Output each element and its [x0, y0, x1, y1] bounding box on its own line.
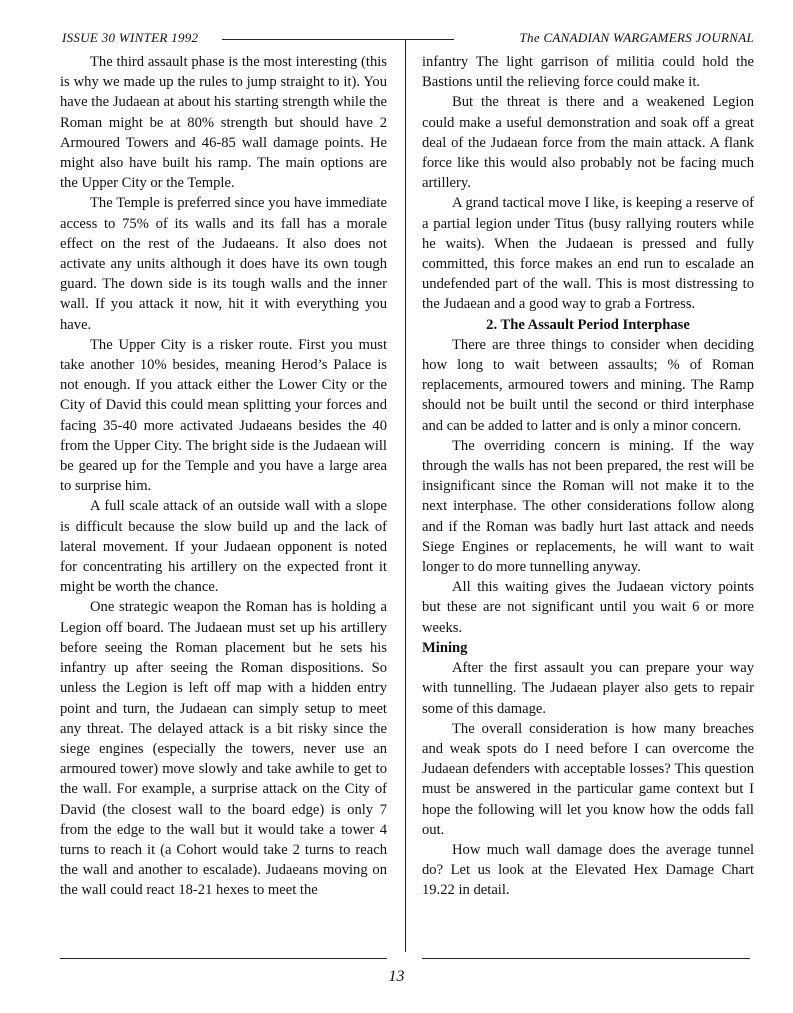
bottom-rule [422, 958, 750, 959]
paragraph: The Temple is preferred since you have immediate access to 75% of its walls and its fall has a morale effect on the rest of the Judaeans. It also does not activate any units although it does have its own tough guard. The down side is its tough walls and the inner wall. If you attack it now, hit it with everything you have. [60, 195, 387, 333]
paragraph: But the threat is there and a weakened Legion could make a useful demonstration and soak off a great deal of the Judaean force from the main attack. A flank force like this would also probably not be facing much artillery. [422, 94, 754, 192]
paragraph: The overall consideration is how many breaches and weak spots do I need before I can overcome the Judaean defenders with acceptable losses? This question must be answered in the particular game context but I hope the following will let you know how the odds fall out. [422, 720, 754, 838]
paragraph: How much wall damage does the average tunnel do? Let us look at the Elevated Hex Damage Chart 19.22 in detail. [422, 841, 754, 899]
paragraph: The Upper City is a risker route. First you must take another 10% besides, meaning Herod’s Palace is not enough. If you attack either the Lower City or the City of David this could mean splitting your forces and facing 35-40 more activated Judaeans besides the 40 from the Upper City. The bright side is the Judaean will be geared up for the Temple and you have a large area to surprise him. [60, 336, 387, 495]
paragraph: The third assault phase is the most interesting (this is why we made up the rules to jump straight to it). You have the Judaean at about his starting strength while the Roman might be at 80% strength but should have 2 Armoured Towers and 46-85 wall damage points. He might also have built his ramp. The main options are the Upper City or the Temple. [60, 54, 387, 192]
paragraph: A full scale attack of an outside wall with a slope is difficult because the slow build up and the lack of lateral movement. If your Judaean opponent is noted for concentrating his artillery on the expected front it might be worth the chance. [60, 498, 387, 596]
bottom-rule [60, 958, 387, 959]
paragraph: There are three things to consider when deciding how long to wait between assaults; % of Roman replacements, armoured towers and mining. The Ramp should not be built until the second or third interphase and can be added to latter and is only a minor concern. [422, 336, 754, 434]
issue-label: ISSUE 30 WINTER 1992 [62, 30, 199, 45]
paragraph: infantry The light garrison of militia could hold the Bastions until the relieving force could make it. [422, 54, 754, 91]
right-column [422, 52, 754, 901]
running-header [62, 27, 754, 47]
paragraph: After the first assault you can prepare your way with tunnelling. The Judaean player also gets to repair some of this damage. [422, 660, 754, 717]
paragraph: A grand tactical move I like, is keeping a reserve of a partial legion under Titus (busy rallying routers while he waits). When the Judaean is pressed and fully committed, this force makes an end run to escalade an undefended part of the wall. This is most distressing to the Judaean and a good way to grab a Fortress. [422, 195, 754, 313]
page-number: 13 [388, 968, 405, 985]
paragraph: The overriding concern is mining. If the way through the walls has not been prepared, the rest will be insignificant since the Roman will not make it to the next interphase. The other considerations follow along and if the Roman was badly hurt last attack and needs Siege Engines or replacements, he will want to wait longer to do more tunnelling anyway. [422, 437, 754, 576]
paragraph: One strategic weapon the Roman has is holding a Legion off board. The Judaean must set up his artillery before seeing the Roman placement but he sets his infantry up after seeing the Roman dispositions. So unless the Legion is left off map with a hidden entry point and turn, the Judaean can simply setup to meet any threat. The delayed attack is a bit risky since the siege engines (especially the towers, never use an armoured tower) move slowly and take awhile to get to the wall. For example, a surprise attack on the City of David (the closest wall to the board edge) is only 7 from the edge to the wall but it would take a tower 4 turns to reach it (a Cohort would take 2 turns to reach the wall and another to escalade). Judaeans moving on the wall could react 18-21 hexes to meet the [60, 599, 387, 899]
left-column [60, 52, 387, 901]
subheading: 2. The Assault Period Interphase [486, 316, 690, 333]
paragraph: All this waiting gives the Judaean victory points but these are not significant until you wait 6 or more weeks. [422, 579, 754, 636]
journal-title: The CANADIAN WARGAMERS JOURNAL [519, 30, 754, 45]
column-divider [405, 40, 406, 952]
section-heading: Mining [422, 639, 468, 656]
header-rule [222, 39, 454, 40]
